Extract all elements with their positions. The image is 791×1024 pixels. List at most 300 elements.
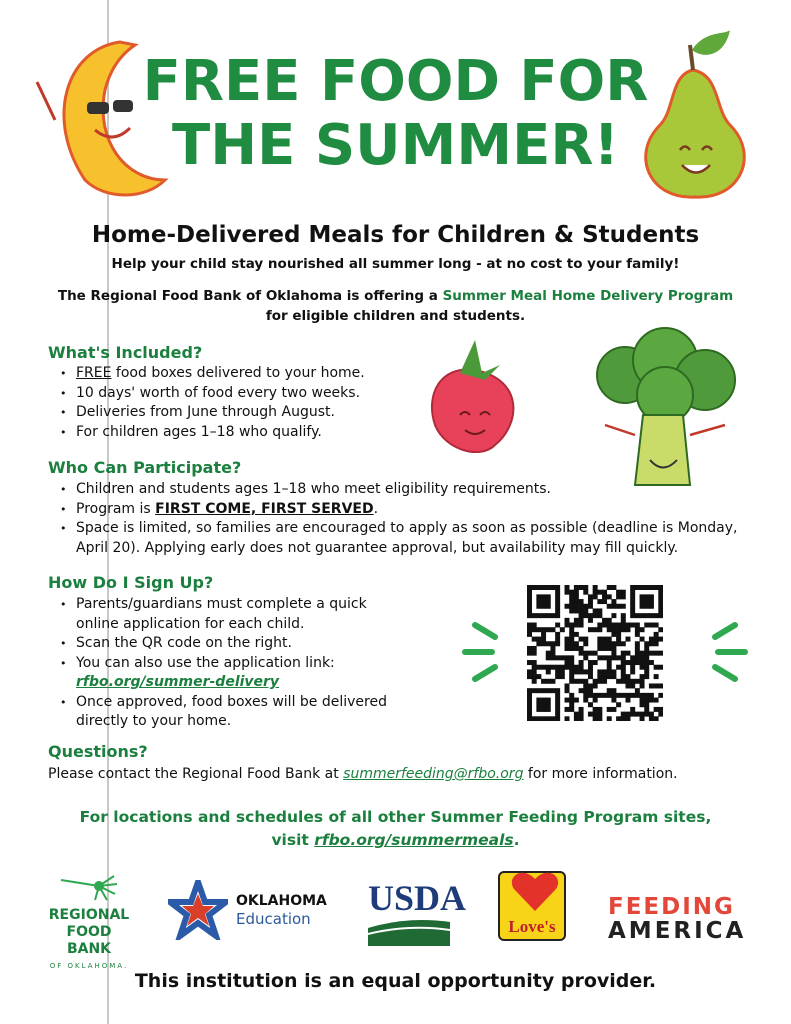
qr-module <box>593 698 598 703</box>
qr-module <box>593 608 598 613</box>
qr-module <box>644 665 649 670</box>
qr-module <box>583 669 588 674</box>
qr-module <box>532 646 537 651</box>
qr-module <box>583 641 588 646</box>
qr-module <box>654 585 659 590</box>
qr-module <box>658 604 663 609</box>
qr-module <box>583 688 588 693</box>
qr-module <box>640 702 645 707</box>
participate-heading: Who Can Participate? <box>48 458 242 477</box>
qr-module <box>616 716 621 721</box>
qr-module <box>565 688 570 693</box>
qr-module <box>611 627 616 632</box>
qr-module <box>621 669 626 674</box>
sun-fork-icon <box>59 872 119 902</box>
qr-module <box>607 688 612 693</box>
qr-module <box>630 679 635 684</box>
qr-module <box>555 698 560 703</box>
qr-module <box>593 712 598 717</box>
qr-module <box>616 623 621 628</box>
qr-module <box>621 712 626 717</box>
qr-module <box>649 716 654 721</box>
qr-module <box>654 641 659 646</box>
qr-module <box>649 585 654 590</box>
qr-module <box>579 585 584 590</box>
qr-module <box>583 590 588 595</box>
qr-module <box>579 716 584 721</box>
qr-module <box>546 594 551 599</box>
footer-suffix: . <box>513 831 520 849</box>
qr-module <box>635 632 640 637</box>
email-link[interactable]: summerfeeding@rfbo.org <box>343 766 524 782</box>
qr-module <box>616 665 621 670</box>
qr-module <box>621 693 626 698</box>
qr-module <box>527 594 532 599</box>
qr-module <box>616 637 621 642</box>
qr-module <box>555 637 560 642</box>
qr-module <box>621 627 626 632</box>
qr-module <box>541 679 546 684</box>
qr-module <box>621 590 626 595</box>
qr-module <box>644 693 649 698</box>
qr-module <box>583 698 588 703</box>
strawberry-illustration <box>420 335 530 465</box>
qr-module <box>597 716 602 721</box>
america-text: AMERICA <box>608 918 747 944</box>
qr-module <box>541 707 546 712</box>
qr-module <box>616 594 621 599</box>
qr-module <box>621 623 626 628</box>
qr-module <box>593 585 598 590</box>
qr-module <box>536 637 541 642</box>
intro <box>0 286 791 326</box>
qr-module <box>649 641 654 646</box>
qr-module <box>597 623 602 628</box>
qr-module <box>560 669 565 674</box>
qr-module <box>527 712 532 717</box>
rfbo-logo <box>44 872 134 975</box>
qr-module <box>644 655 649 660</box>
qr-module <box>579 613 584 618</box>
qr-module <box>640 651 645 656</box>
qr-module <box>607 674 612 679</box>
qr-module <box>588 594 593 599</box>
qr-module <box>607 669 612 674</box>
qr-module <box>560 655 565 660</box>
qr-module <box>658 707 663 712</box>
qr-module <box>588 669 593 674</box>
qr-module <box>625 716 630 721</box>
qr-module <box>640 594 645 599</box>
qr-module <box>574 641 579 646</box>
qr-module <box>654 674 659 679</box>
qr-module <box>616 679 621 684</box>
qr-module <box>616 632 621 637</box>
qr-module <box>546 702 551 707</box>
qr-module <box>597 590 602 595</box>
qr-module <box>640 627 645 632</box>
qr-module <box>607 623 612 628</box>
qr-module <box>611 674 616 679</box>
qr-module <box>550 679 555 684</box>
item-text: Program is <box>76 500 156 517</box>
qr-module <box>550 646 555 651</box>
qr-module <box>593 679 598 684</box>
qr-module <box>630 660 635 665</box>
qr-module <box>611 688 616 693</box>
qr-module <box>616 693 621 698</box>
qr-module <box>630 623 635 628</box>
qr-module <box>611 655 616 660</box>
qr-module <box>625 627 630 632</box>
qr-module <box>583 693 588 698</box>
qr-module <box>654 698 659 703</box>
qr-module <box>536 698 541 703</box>
qr-module <box>569 660 574 665</box>
qr-module <box>541 627 546 632</box>
qr-module <box>621 716 626 721</box>
qr-module <box>541 702 546 707</box>
qr-module <box>658 594 663 599</box>
qr-module <box>569 679 574 684</box>
qr-module <box>640 683 645 688</box>
qr-module <box>569 608 574 613</box>
qr-module <box>574 604 579 609</box>
qr-module <box>532 688 537 693</box>
qr-module <box>607 585 612 590</box>
qr-module <box>536 716 541 721</box>
list-item: • Scan the QR code on the right. <box>60 634 410 654</box>
qr-module <box>635 641 640 646</box>
qr-module <box>555 655 560 660</box>
qr-module <box>583 679 588 684</box>
qr-module <box>649 623 654 628</box>
qr-module <box>579 660 584 665</box>
loves-text: Love's <box>508 917 556 936</box>
qr-module <box>611 613 616 618</box>
qr-module <box>607 655 612 660</box>
qr-module <box>536 641 541 646</box>
qr-module <box>625 698 630 703</box>
qr-module <box>644 599 649 604</box>
qr-module <box>654 613 659 618</box>
usda-text: USDA <box>368 878 467 918</box>
qr-module <box>625 651 630 656</box>
subtitle: Home-Delivered Meals for Children & Students <box>91 222 700 248</box>
qr-module <box>565 604 570 609</box>
qr-module <box>621 594 626 599</box>
questions-text <box>48 766 678 782</box>
qr-module <box>583 683 588 688</box>
qr-module <box>625 623 630 628</box>
qr-module <box>574 669 579 674</box>
qr-module <box>635 646 640 651</box>
qr-module <box>640 637 645 642</box>
qr-module <box>541 594 546 599</box>
qr-module <box>546 641 551 646</box>
qr-module <box>546 716 551 721</box>
qr-module <box>527 608 532 613</box>
qr-module <box>588 604 593 609</box>
qr-module <box>593 693 598 698</box>
qr-module <box>565 660 570 665</box>
star-icon <box>168 880 228 940</box>
qr-module <box>527 613 532 618</box>
list-item: • 10 days' worth of food every two weeks. <box>60 384 400 404</box>
summermeals-link[interactable]: rfbo.org/summermeals <box>314 831 514 849</box>
qr-module <box>621 665 626 670</box>
qr-module <box>588 618 593 623</box>
qr-module <box>611 693 616 698</box>
qr-module <box>565 637 570 642</box>
qr-module <box>640 698 645 703</box>
qr-module <box>565 641 570 646</box>
qr-module <box>555 702 560 707</box>
qr-module <box>611 641 616 646</box>
qr-module <box>560 665 565 670</box>
qr-module <box>527 599 532 604</box>
qr-module <box>640 716 645 721</box>
qr-module <box>569 655 574 660</box>
qr-module <box>569 665 574 670</box>
qr-module <box>597 679 602 684</box>
qr-module <box>583 585 588 590</box>
qr-module <box>607 627 612 632</box>
qr-module <box>555 674 560 679</box>
qr-module <box>607 693 612 698</box>
qr-module <box>607 665 612 670</box>
qr-module <box>611 646 616 651</box>
item-text: You can also use the application link: <box>76 654 335 671</box>
qr-module <box>649 712 654 717</box>
qr-module <box>593 594 598 599</box>
qr-module <box>555 712 560 717</box>
qr-module <box>569 599 574 604</box>
qr-module <box>630 604 635 609</box>
qr-module <box>644 702 649 707</box>
qr-module <box>597 707 602 712</box>
qr-module <box>597 646 602 651</box>
qr-module <box>607 594 612 599</box>
broccoli-illustration <box>585 325 745 495</box>
qr-module <box>611 585 616 590</box>
qr-module <box>640 660 645 665</box>
qr-module <box>644 604 649 609</box>
list-item: • Children and students ages 1–18 who meet eligibility requirements. <box>60 480 760 500</box>
qr-module <box>644 674 649 679</box>
qr-module <box>588 702 593 707</box>
qr-module <box>644 698 649 703</box>
qr-module <box>658 712 663 717</box>
qr-module <box>569 641 574 646</box>
qr-module <box>588 688 593 693</box>
qr-module <box>644 646 649 651</box>
qr-code[interactable] <box>527 585 663 721</box>
qr-module <box>569 632 574 637</box>
qr-module <box>546 688 551 693</box>
qr-module <box>527 585 532 590</box>
qr-module <box>658 599 663 604</box>
qr-module <box>644 651 649 656</box>
qr-module <box>569 627 574 632</box>
qr-module <box>597 608 602 613</box>
qr-module <box>593 627 598 632</box>
qr-module <box>546 585 551 590</box>
qr-module <box>555 623 560 628</box>
qr-module <box>574 585 579 590</box>
qr-module <box>579 618 584 623</box>
qr-module <box>532 674 537 679</box>
qr-module <box>602 641 607 646</box>
intro-suffix: for eligible children and students. <box>265 308 526 324</box>
oklahoma-text: OKLAHOMA <box>236 893 327 909</box>
qr-module <box>569 604 574 609</box>
qr-module <box>574 632 579 637</box>
qr-module <box>527 646 532 651</box>
list-item: • Space is limited, so families are encouraged to apply as soon as possible (deadline is Monday, April 20). Applying early does not guarantee approval, but availability may fill quickly. <box>60 519 760 558</box>
qr-module <box>658 627 663 632</box>
qr-module <box>532 585 537 590</box>
qr-module <box>532 665 537 670</box>
qr-module <box>630 590 635 595</box>
qr-module <box>579 651 584 656</box>
qr-module <box>565 698 570 703</box>
qr-module <box>640 712 645 717</box>
tagline: Help your child stay nourished all summer long - at no cost to your family! <box>111 256 680 272</box>
qr-module <box>658 585 663 590</box>
questions-prefix: Please contact the Regional Food Bank at <box>48 766 344 782</box>
list-item: • Once approved, food boxes will be delivered directly to your home. <box>60 693 410 732</box>
signup-heading: How Do I Sign Up? <box>48 573 214 592</box>
qr-module <box>565 716 570 721</box>
qr-module <box>555 641 560 646</box>
qr-module <box>532 627 537 632</box>
qr-module <box>541 632 546 637</box>
qr-module <box>654 632 659 637</box>
qr-module <box>579 608 584 613</box>
qr-module <box>621 660 626 665</box>
qr-module <box>579 665 584 670</box>
qr-module <box>588 613 593 618</box>
qr-module <box>649 594 654 599</box>
qr-module <box>546 665 551 670</box>
qr-module <box>658 651 663 656</box>
qr-module <box>644 594 649 599</box>
qr-module <box>574 590 579 595</box>
qr-module <box>574 594 579 599</box>
qr-module <box>569 623 574 628</box>
qr-module <box>649 693 654 698</box>
qr-module <box>635 712 640 717</box>
qr-module <box>654 651 659 656</box>
qr-module <box>588 712 593 717</box>
feeding-america-logo <box>608 895 746 943</box>
qr-module <box>569 594 574 599</box>
qr-module <box>541 698 546 703</box>
included-heading: What's Included? <box>48 343 203 362</box>
qr-module <box>546 651 551 656</box>
qr-module <box>616 590 621 595</box>
qr-module <box>527 693 532 698</box>
rfbo-line: REGIONAL <box>48 907 130 923</box>
qr-module <box>593 716 598 721</box>
qr-module <box>597 627 602 632</box>
qr-module <box>593 660 598 665</box>
qr-module <box>597 655 602 660</box>
qr-module <box>602 655 607 660</box>
first-come-text: FIRST COME, FIRST SERVED <box>155 500 374 517</box>
qr-module <box>658 665 663 670</box>
qr-module <box>536 674 541 679</box>
questions-heading: Questions? <box>48 742 148 761</box>
qr-module <box>574 716 579 721</box>
qr-module <box>658 590 663 595</box>
qr-module <box>649 637 654 642</box>
qr-module <box>536 702 541 707</box>
qr-module <box>569 707 574 712</box>
signup-list <box>60 595 410 732</box>
qr-module <box>536 604 541 609</box>
qr-module <box>565 618 570 623</box>
qr-module <box>555 585 560 590</box>
qr-module <box>635 613 640 618</box>
qr-module <box>630 712 635 717</box>
qr-module <box>625 679 630 684</box>
participate-list <box>60 480 760 558</box>
qr-module <box>593 683 598 688</box>
qr-module <box>658 693 663 698</box>
qr-module <box>640 665 645 670</box>
qr-module <box>616 604 621 609</box>
qr-module <box>536 613 541 618</box>
qr-module <box>565 655 570 660</box>
qr-module <box>574 608 579 613</box>
qr-module <box>635 585 640 590</box>
qr-module <box>574 646 579 651</box>
qr-module <box>588 599 593 604</box>
qr-module <box>546 604 551 609</box>
qr-module <box>644 585 649 590</box>
qr-module <box>640 599 645 604</box>
qr-module <box>555 665 560 670</box>
qr-module <box>583 604 588 609</box>
qr-module <box>527 590 532 595</box>
oklahoma-education-logo <box>168 880 327 940</box>
qr-module <box>527 660 532 665</box>
qr-module <box>640 613 645 618</box>
qr-module <box>588 627 593 632</box>
qr-module <box>616 702 621 707</box>
qr-module <box>583 655 588 660</box>
heart-icon <box>510 869 560 914</box>
footer-line: For locations and schedules of all other Summer Feeding Program sites, <box>79 808 712 826</box>
qr-module <box>625 683 630 688</box>
qr-module <box>602 618 607 623</box>
qr-module <box>550 688 555 693</box>
qr-module <box>602 693 607 698</box>
qr-module <box>621 679 626 684</box>
qr-module <box>630 655 635 660</box>
feeding-text: FEEDING <box>608 894 735 920</box>
qr-module <box>550 641 555 646</box>
qr-module <box>616 627 621 632</box>
application-link[interactable]: rfbo.org/summer-delivery <box>76 674 280 690</box>
qr-module <box>593 590 598 595</box>
qr-module <box>550 627 555 632</box>
qr-module <box>527 707 532 712</box>
qr-module <box>532 679 537 684</box>
qr-module <box>574 599 579 604</box>
